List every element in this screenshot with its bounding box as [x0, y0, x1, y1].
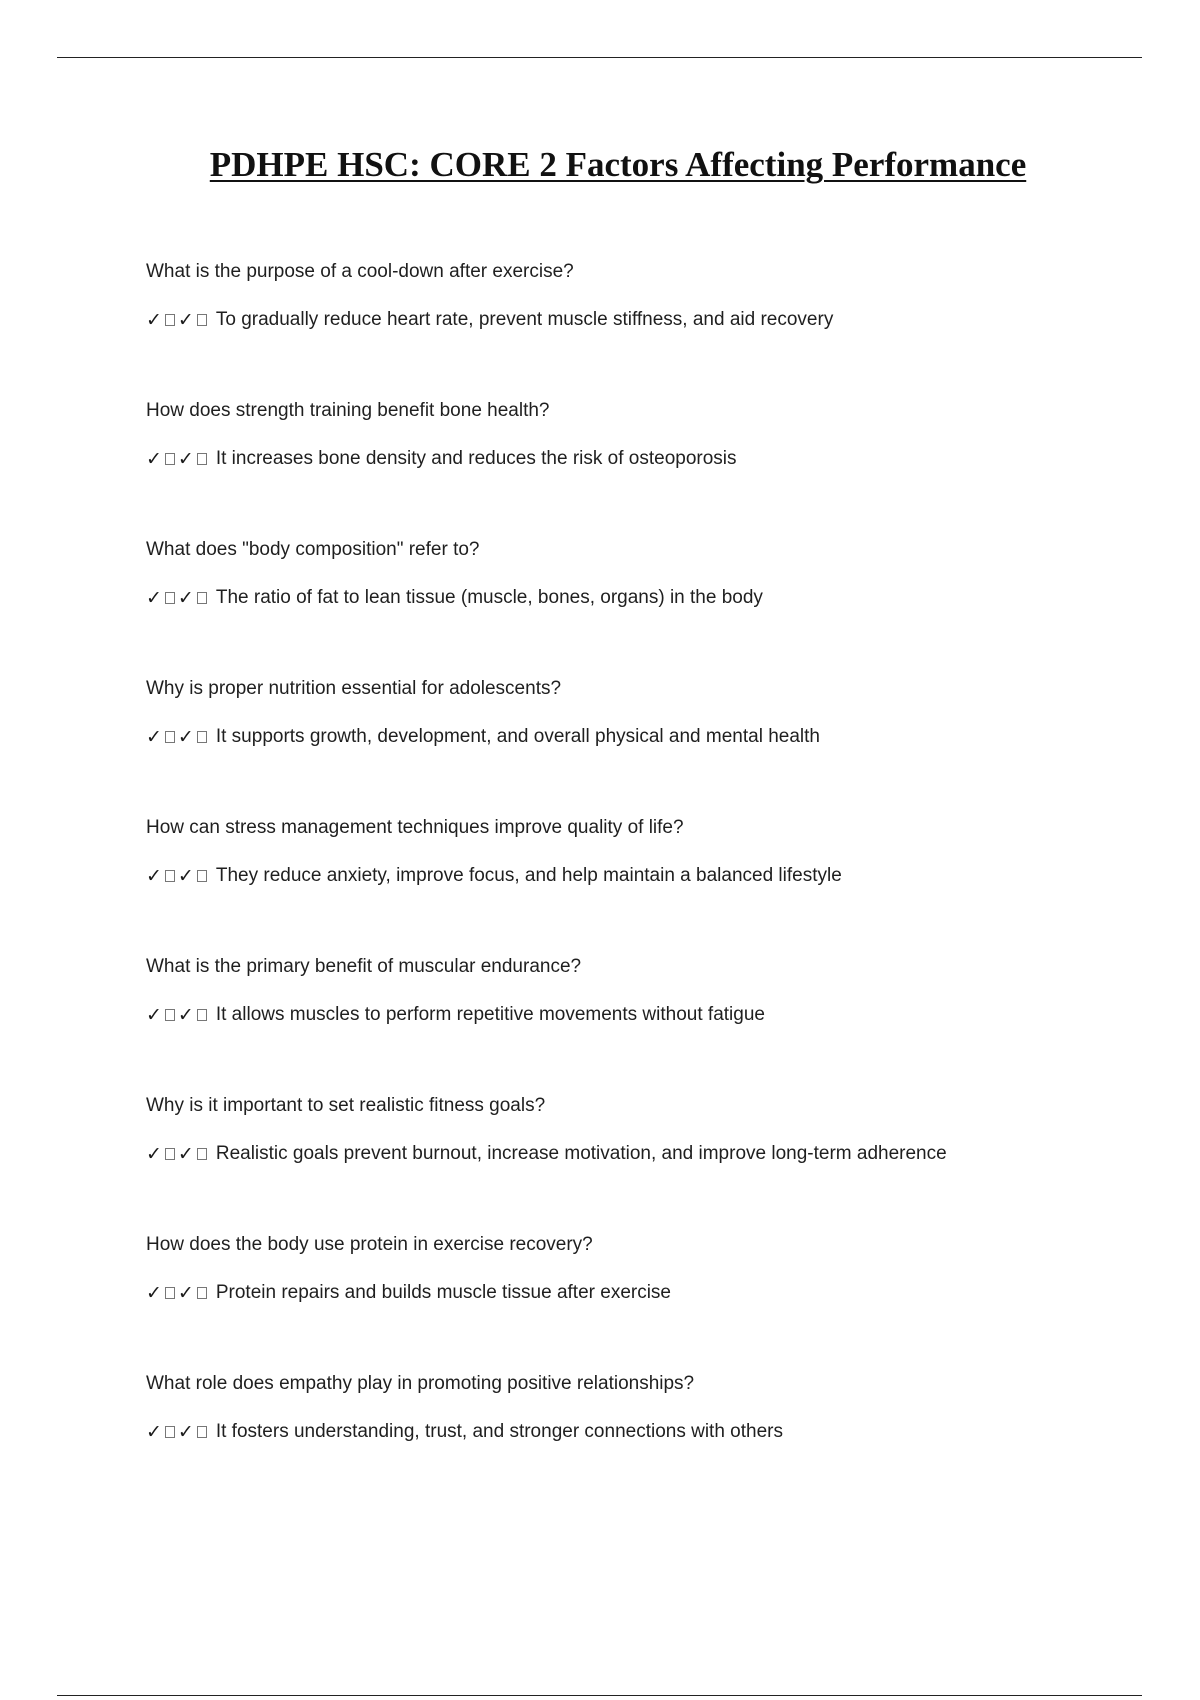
box-icon — [197, 731, 207, 743]
check-box-check-box-icon — [146, 864, 210, 888]
check-box-check-box-icon — [146, 447, 210, 471]
check-icon: ✓ — [177, 587, 194, 609]
qa-item — [146, 955, 1106, 1094]
box-icon — [165, 1287, 175, 1299]
box-icon — [165, 592, 175, 604]
check-icon: ✓ — [146, 1143, 162, 1165]
answer-text: To gradually reduce heart rate, prevent muscle stiffness, and aid recovery — [215, 309, 834, 330]
answer-text: The ratio of fat to lean tissue (muscle, bones, organs) in the body — [215, 587, 763, 608]
check-icon: ✓ — [146, 448, 162, 470]
answer-line — [146, 586, 763, 610]
check-icon: ✓ — [177, 309, 194, 331]
qa-item — [146, 538, 1106, 677]
answer-text: It supports growth, development, and overall physical and mental health — [215, 726, 820, 747]
box-icon — [197, 1426, 207, 1438]
qa-item — [146, 816, 1106, 955]
answer-text: They reduce anxiety, improve focus, and help maintain a balanced lifestyle — [215, 865, 842, 886]
answer-line — [146, 308, 833, 332]
question-text: Why is it important to set realistic fitness goals? — [146, 1095, 546, 1116]
box-icon — [197, 1287, 207, 1299]
check-box-check-box-icon — [146, 586, 210, 610]
question-text: How does strength training benefit bone health? — [146, 400, 550, 421]
check-box-check-box-icon — [146, 725, 210, 749]
answer-line — [146, 864, 842, 888]
box-icon — [165, 1009, 175, 1021]
answer-line — [146, 1420, 783, 1444]
check-icon: ✓ — [146, 1421, 162, 1443]
qa-item — [146, 260, 1106, 399]
box-icon — [197, 1009, 207, 1021]
qa-item — [146, 399, 1106, 538]
question-text: What does "body composition" refer to? — [146, 539, 480, 560]
answer-line — [146, 1281, 671, 1305]
box-icon — [197, 1148, 207, 1160]
box-icon — [165, 314, 175, 326]
check-icon: ✓ — [177, 1282, 194, 1304]
box-icon — [197, 592, 207, 604]
document-title: PDHPE HSC: CORE 2 Factors Affecting Performance — [209, 145, 1027, 184]
answer-text: It fosters understanding, trust, and stronger connections with others — [215, 1421, 783, 1442]
check-icon: ✓ — [177, 726, 194, 748]
box-icon — [197, 453, 207, 465]
answer-text: Protein repairs and builds muscle tissue after exercise — [215, 1282, 671, 1303]
question-text: What is the purpose of a cool-down after exercise? — [146, 261, 574, 282]
check-icon: ✓ — [146, 587, 162, 609]
check-box-check-box-icon — [146, 1003, 210, 1027]
top-divider — [57, 57, 1142, 58]
check-icon: ✓ — [146, 1282, 162, 1304]
box-icon — [197, 870, 207, 882]
answer-line — [146, 1142, 947, 1166]
qa-item — [146, 1233, 1106, 1372]
box-icon — [165, 731, 175, 743]
question-text: How does the body use protein in exercise recovery? — [146, 1234, 593, 1255]
check-icon: ✓ — [146, 1004, 162, 1026]
check-icon: ✓ — [177, 1143, 194, 1165]
check-icon: ✓ — [177, 865, 194, 887]
check-box-check-box-icon — [146, 1420, 210, 1444]
check-icon: ✓ — [177, 1004, 194, 1026]
question-text: What is the primary benefit of muscular endurance? — [146, 956, 582, 977]
qa-item — [146, 677, 1106, 816]
question-text: Why is proper nutrition essential for adolescents? — [146, 678, 562, 699]
qa-list — [146, 260, 1106, 1511]
qa-item — [146, 1094, 1106, 1233]
box-icon — [165, 870, 175, 882]
answer-line — [146, 1003, 765, 1027]
check-icon: ✓ — [146, 309, 162, 331]
answer-text: Realistic goals prevent burnout, increase motivation, and improve long-term adherence — [215, 1143, 947, 1164]
answer-line — [146, 447, 737, 471]
box-icon — [197, 314, 207, 326]
question-text: What role does empathy play in promoting positive relationships? — [146, 1373, 695, 1394]
qa-item — [146, 1372, 1106, 1511]
question-text: How can stress management techniques improve quality of life? — [146, 817, 684, 838]
box-icon — [165, 1148, 175, 1160]
check-box-check-box-icon — [146, 1281, 210, 1305]
check-icon: ✓ — [146, 865, 162, 887]
check-icon: ✓ — [177, 448, 194, 470]
answer-text: It allows muscles to perform repetitive movements without fatigue — [215, 1004, 765, 1025]
answer-line — [146, 725, 820, 749]
bottom-divider — [57, 1695, 1142, 1696]
check-box-check-box-icon — [146, 1142, 210, 1166]
answer-text: It increases bone density and reduces the risk of osteoporosis — [215, 448, 737, 469]
check-box-check-box-icon — [146, 308, 210, 332]
box-icon — [165, 1426, 175, 1438]
box-icon — [165, 453, 175, 465]
check-icon: ✓ — [177, 1421, 194, 1443]
check-icon: ✓ — [146, 726, 162, 748]
